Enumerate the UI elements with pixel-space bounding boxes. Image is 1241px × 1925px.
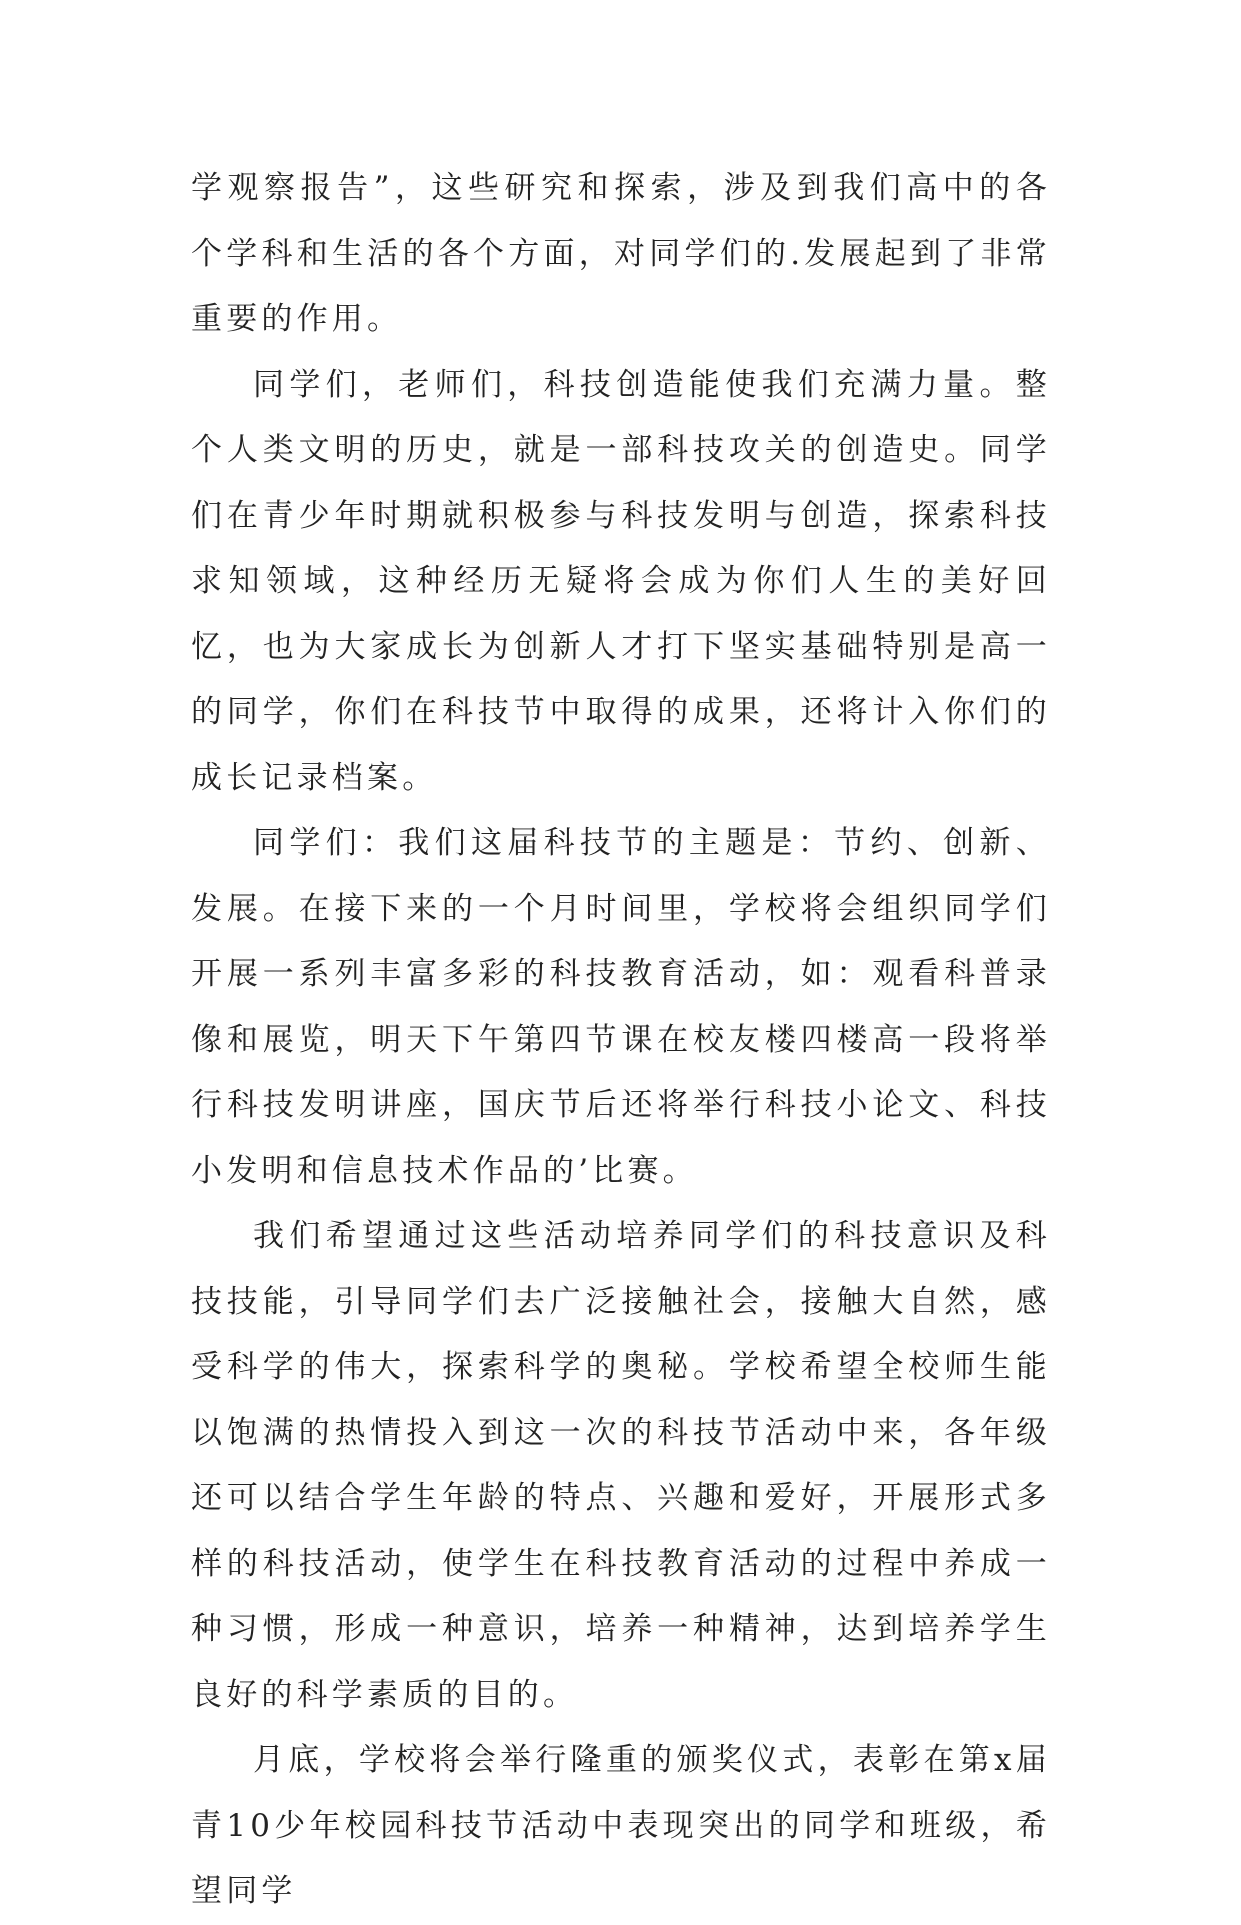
paragraph-science-creativity: 同学们，老师们，科技创造能使我们充满力量。整个人类文明的历史，就是一部科技攻关的创造史。同学们在青少年时期就积极参与科技发明与创造，探索科技求知领域，这种经历无疑将会成为你们人生的美好回忆，也为大家成长为创新人才打下坚实基础特别是高一的同学，你们在科技节中取得的成果，还将计入你们的成长记录档案。 (191, 366, 1051, 796)
paragraph-activity-goals: 我们希望通过这些活动培养同学们的科技意识及科技技能，引导同学们去广泛接触社会，接触大自然，感受科学的伟大，探索科学的奥秘。学校希望全校师生能以饱满的热情投入到这一次的科技节活动中来，各年级还可以结合学生年龄的特点、兴趣和爱好，开展形式多样的科技活动，使学生在科技教育活动的过程中养成一种习惯，形成一种意识，培养一种精神，达到培养学生良好的科学素质的目的。 (191, 1218, 1051, 1713)
paragraph-award-ceremony: 月底，学校将会举行隆重的颁奖仪式，表彰在第x届青10少年校园科技节活动中表现突出的同学和班级，希望同学 (191, 1742, 1051, 1909)
paragraph-continuation: 学观察报告”，这些研究和探索，涉及到我们高中的各个学科和生活的各个方面，对同学们的.发展起到了非常重要的作用。 (191, 170, 1051, 337)
document-body (191, 156, 1051, 1925)
paragraph-festival-theme: 同学们：我们这届科技节的主题是：节约、创新、发展。在接下来的一个月时间里，学校将会组织同学们开展一系列丰富多彩的科技教育活动，如：观看科普录像和展览，明天下午第四节课在校友楼四楼高一段将举行科技发明讲座，国庆节后还将举行科技小论文、科技小发明和信息技术作品的’比赛。 (191, 825, 1051, 1189)
